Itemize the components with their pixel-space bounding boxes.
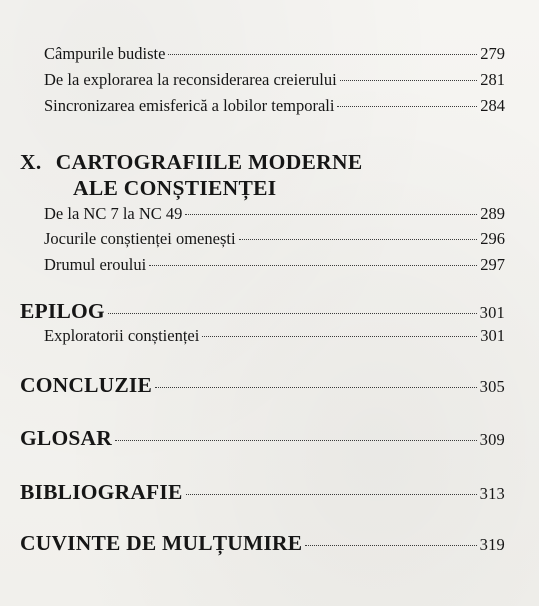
leader-dots <box>168 54 477 55</box>
toc-entry-title: GLOSAR <box>20 426 112 450</box>
toc-entry-glosar[interactable] <box>20 426 505 451</box>
leader-dots <box>108 313 477 314</box>
leader-dots <box>155 387 477 388</box>
toc-entry-page: 301 <box>479 303 505 322</box>
toc-entry-title: De la explorarea la reconsiderarea creierului <box>44 70 337 89</box>
toc-entry-page: 313 <box>479 484 505 503</box>
chapter-heading-line-1 <box>20 149 362 175</box>
toc-entry-title: Drumul eroului <box>44 255 147 274</box>
toc-entry-bibliografie[interactable] <box>20 480 505 505</box>
leader-dots <box>185 214 477 215</box>
toc-entry-page: 281 <box>480 70 505 89</box>
toc-entry-title: EPILOG <box>20 299 105 323</box>
leader-dots <box>149 265 477 266</box>
toc-entry-title: Sincronizarea emisferică a lobilor temporali <box>44 96 335 115</box>
toc-entry-title: Jocurile conștienței omenești <box>44 229 236 248</box>
leader-dots <box>186 494 477 495</box>
toc-entry[interactable] <box>44 96 505 116</box>
toc-entry[interactable] <box>44 326 505 346</box>
chapter-heading <box>20 149 362 201</box>
toc-entry-title: CONCLUZIE <box>20 373 153 397</box>
toc-entry-epilog[interactable] <box>20 299 505 324</box>
toc-entry-page: 305 <box>479 377 505 396</box>
leader-dots <box>337 106 477 107</box>
toc-entry-page: 319 <box>479 535 505 554</box>
toc-entry-page: 289 <box>480 204 505 223</box>
leader-dots <box>305 545 476 546</box>
leader-dots <box>202 336 477 337</box>
toc-entry-page: 296 <box>480 229 505 248</box>
chapter-heading-line-2: ALE CONȘTIENȚEI <box>73 176 277 200</box>
toc-entry[interactable] <box>44 204 505 224</box>
toc-entry-title: Câmpurile budiste <box>44 44 166 63</box>
toc-entry-page: 284 <box>480 96 505 115</box>
toc-entry-concluzie[interactable] <box>20 373 505 398</box>
toc-entry-title: De la NC 7 la NC 49 <box>44 204 183 223</box>
chapter-title-line-1: CARTOGRAFIILE MODERNE <box>55 150 363 174</box>
toc-entry-page: 309 <box>479 430 505 449</box>
toc-entry-title: Exploratorii conștienței <box>44 326 200 345</box>
toc-entry[interactable] <box>44 70 505 90</box>
toc-entry-title: BIBLIOGRAFIE <box>20 480 183 504</box>
leader-dots <box>340 80 478 81</box>
toc-entry-page: 301 <box>480 326 505 345</box>
toc-entry-page: 297 <box>480 255 505 274</box>
toc-entry-title: CUVINTE DE MULȚUMIRE <box>20 531 303 555</box>
leader-dots <box>239 239 478 240</box>
toc-entry-page: 279 <box>480 44 505 63</box>
toc-entry[interactable] <box>44 255 505 275</box>
toc-entry-cuvinte-de-multumire[interactable] <box>20 531 505 556</box>
toc-entry[interactable] <box>44 229 505 249</box>
leader-dots <box>115 440 477 441</box>
chapter-number: X. <box>20 150 42 174</box>
toc-entry[interactable] <box>44 44 505 64</box>
